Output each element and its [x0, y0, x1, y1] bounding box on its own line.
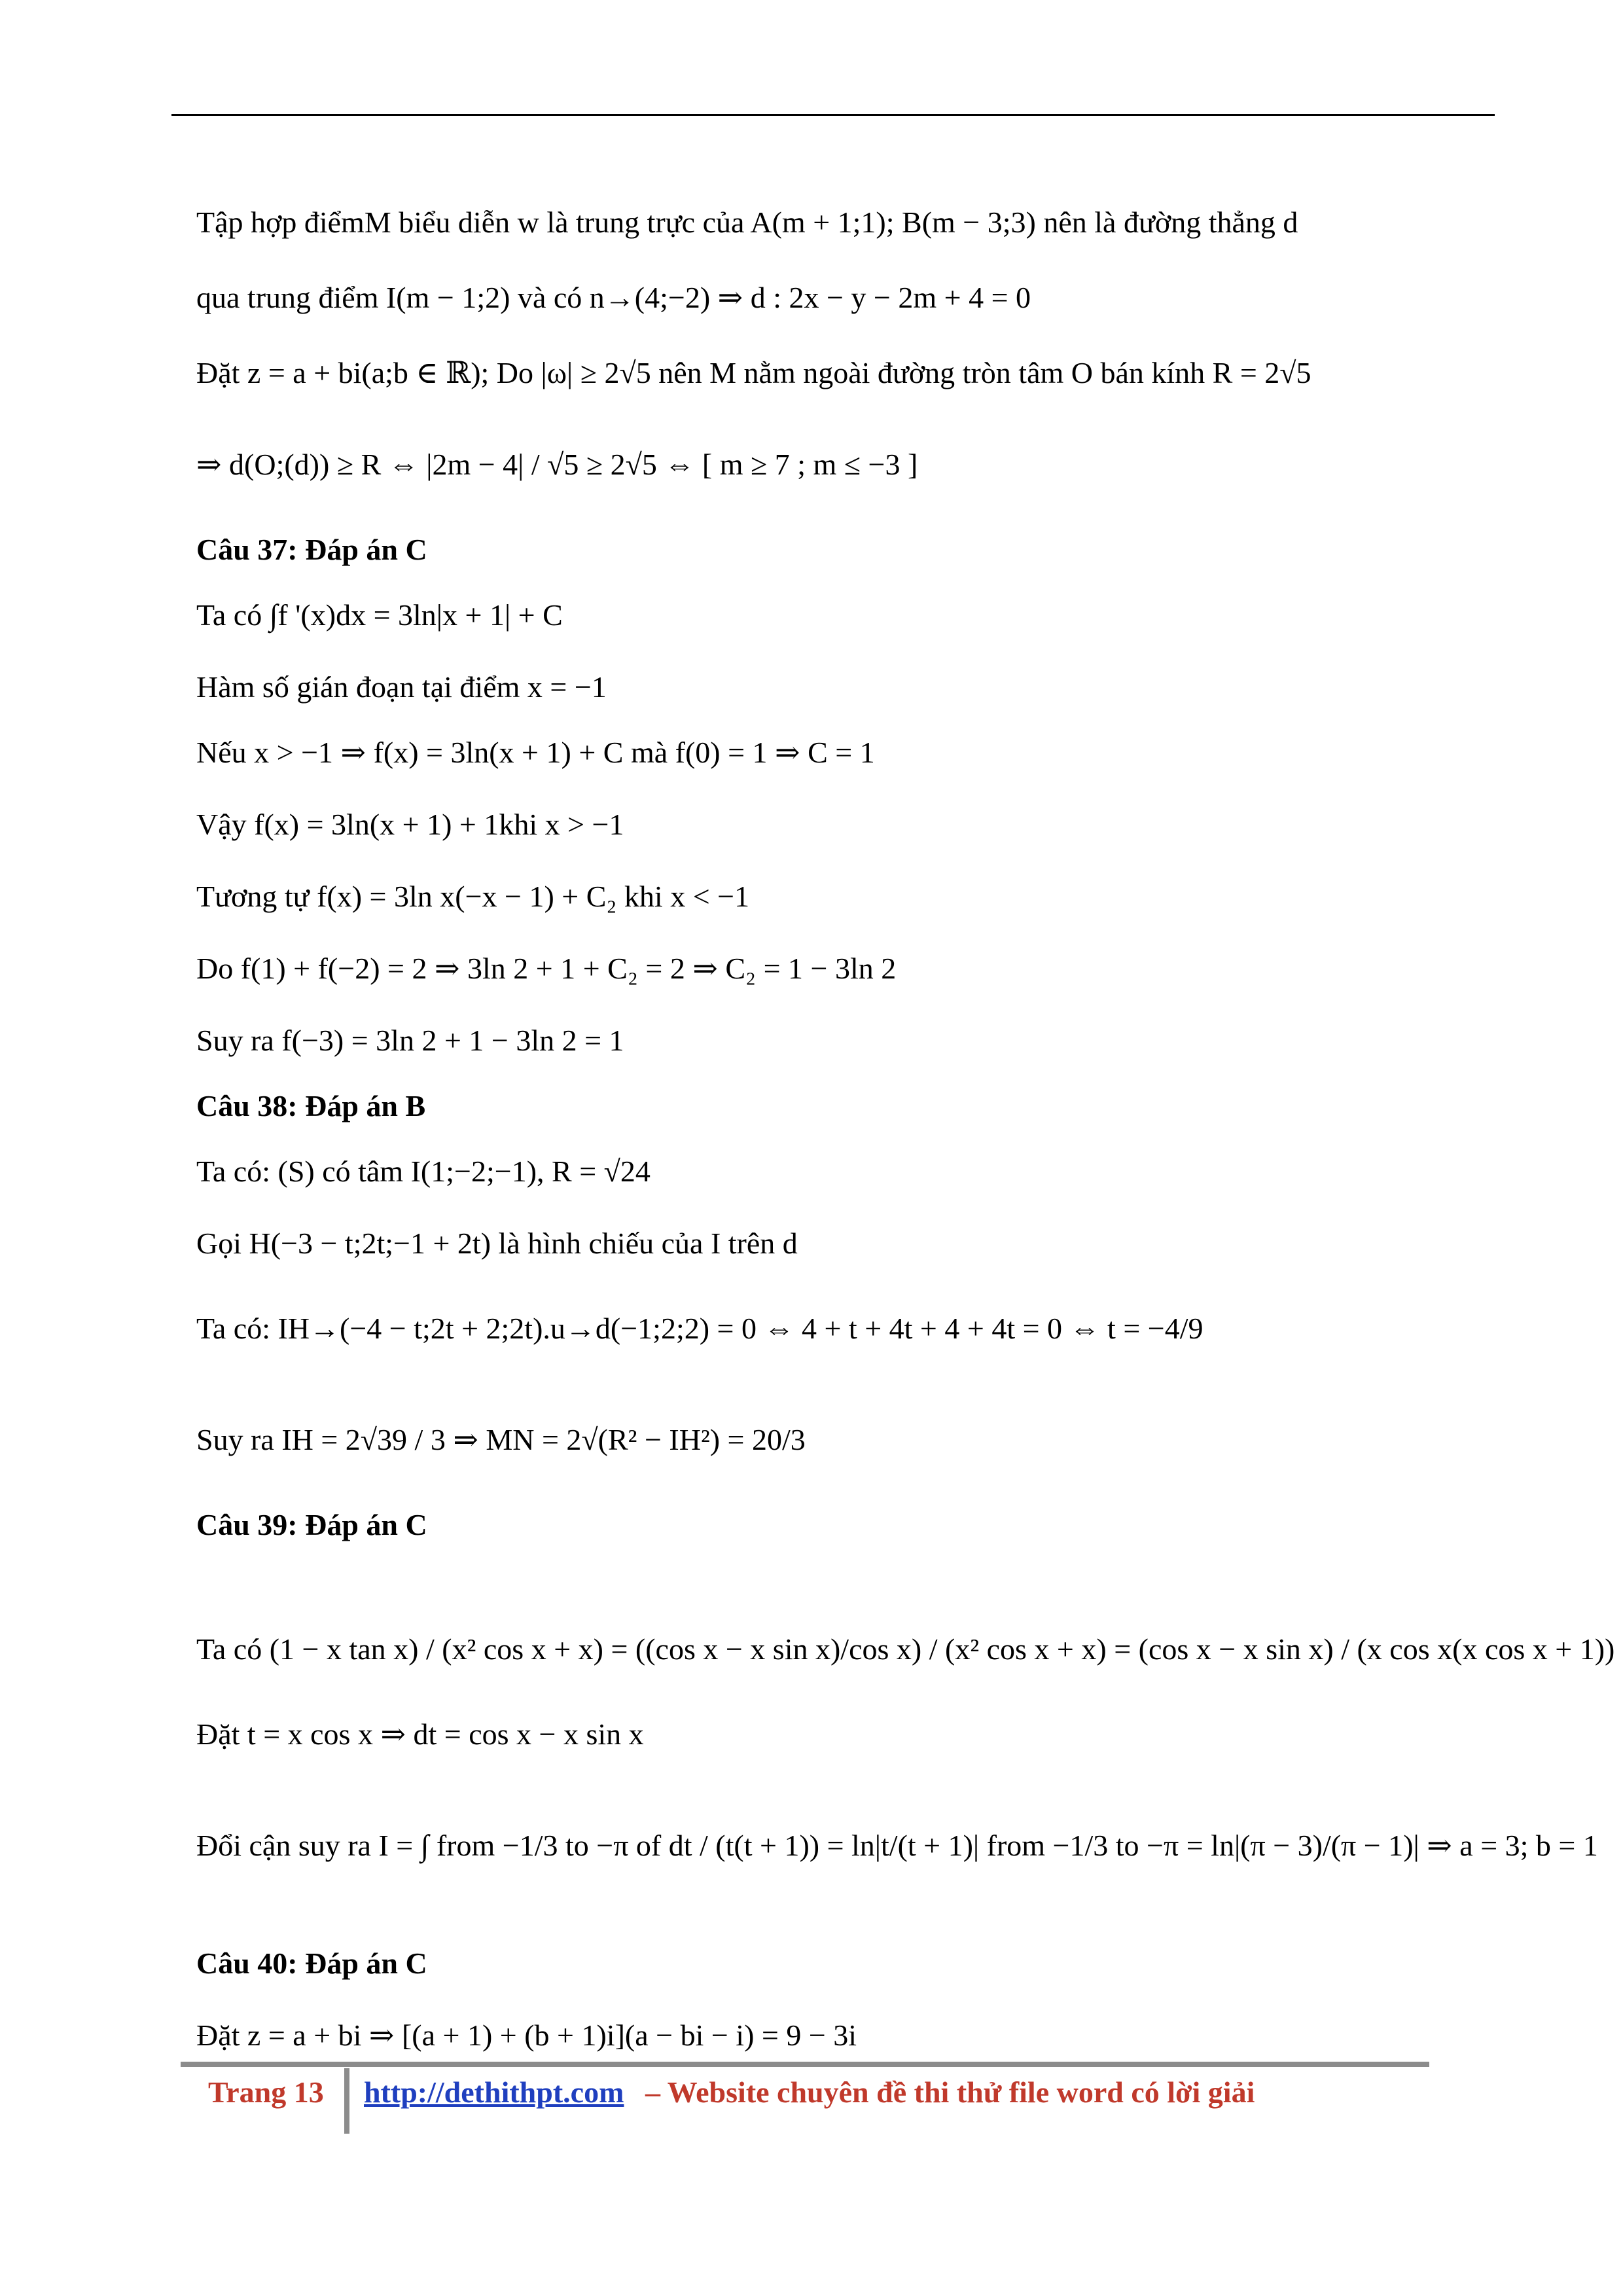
text-line: Đặt z = a + bi ⇒ [(a + 1) + (b + 1)i](a − bi − i) = 9 − 3i — [196, 2018, 857, 2052]
text-line: Tập hợp điểmM biểu diễn w là trung trực của A(m + 1;1); B(m − 3;3) nên là đường thẳng d — [196, 206, 1298, 239]
page-number: Trang 13 — [208, 2075, 324, 2109]
text-line: Đổi cận suy ra I = ∫ from −1/3 to −π of dt / (t(t + 1)) = ln|t/(t + 1)| from −1/3 to −π = ln|(π − 3)/(π − 1)| ⇒ a = 3; b = 1 — [196, 1829, 1598, 1862]
section-heading: Câu 38: Đáp án B — [196, 1089, 426, 1122]
text-line: ⇒ d(O;(d)) ≥ R ⇔ |2m − 4| / √5 ≥ 2√5 ⇔ [ m ≥ 7 ; m ≤ −3 ] — [196, 448, 918, 481]
text-line: Vậy f(x) = 3ln(x + 1) + 1khi x > −1 — [196, 808, 624, 841]
section-heading: Câu 40: Đáp án C — [196, 1946, 427, 1980]
text-line: Suy ra f(−3) = 3ln 2 + 1 − 3ln 2 = 1 — [196, 1024, 624, 1057]
footer-rule — [181, 2062, 1429, 2067]
text-line: qua trung điểm I(m − 1;2) và có n→(4;−2) ⇒ d : 2x − y − 2m + 4 = 0 — [196, 281, 1031, 314]
text-line: Đặt z = a + bi(a;b ∈ ℝ); Do |ω| ≥ 2√5 nên M nằm ngoài đường tròn tâm O bán kính R = 2√5 — [196, 356, 1311, 389]
footer-divider — [344, 2068, 349, 2134]
website-link[interactable]: http://dethithpt.com — [364, 2075, 624, 2109]
text-line: Đặt t = x cos x ⇒ dt = cos x − x sin x — [196, 1717, 644, 1751]
text-line: Suy ra IH = 2√39 / 3 ⇒ MN = 2√(R² − IH²) = 20/3 — [196, 1423, 806, 1456]
text-line: Ta có ∫f '(x)dx = 3ln|x + 1| + C — [196, 598, 563, 632]
text-line: Tương tự f(x) = 3ln x(−x − 1) + C₂ khi x < −1 — [196, 880, 750, 913]
section-heading: Câu 39: Đáp án C — [196, 1508, 427, 1541]
header-rule — [171, 114, 1495, 116]
text-line: Ta có (1 − x tan x) / (x² cos x + x) = ((cos x − x sin x)/cos x) / (x² cos x + x) = (cos x − x sin x) / (x cos x(x cos x + 1)) — [196, 1632, 1615, 1666]
text-line: Nếu x > −1 ⇒ f(x) = 3ln(x + 1) + C mà f(0) = 1 ⇒ C = 1 — [196, 736, 875, 769]
text-line: Ta có: (S) có tâm I(1;−2;−1), R = √24 — [196, 1155, 651, 1188]
text-line: Do f(1) + f(−2) = 2 ⇒ 3ln 2 + 1 + C₂ = 2 ⇒ C₂ = 1 − 3ln 2 — [196, 952, 897, 985]
footer-description: – Website chuyên đề thi thử file word có lời giải — [645, 2075, 1255, 2109]
text-line: Ta có: IH→(−4 − t;2t + 2;2t).u→d(−1;2;2) = 0 ⇔ 4 + t + 4t + 4 + 4t = 0 ⇔ t = −4/9 — [196, 1312, 1204, 1345]
section-heading: Câu 37: Đáp án C — [196, 533, 427, 566]
text-line: Hàm số gián đoạn tại điểm x = −1 — [196, 670, 607, 704]
text-line: Gọi H(−3 − t;2t;−1 + 2t) là hình chiếu của I trên d — [196, 1227, 798, 1260]
